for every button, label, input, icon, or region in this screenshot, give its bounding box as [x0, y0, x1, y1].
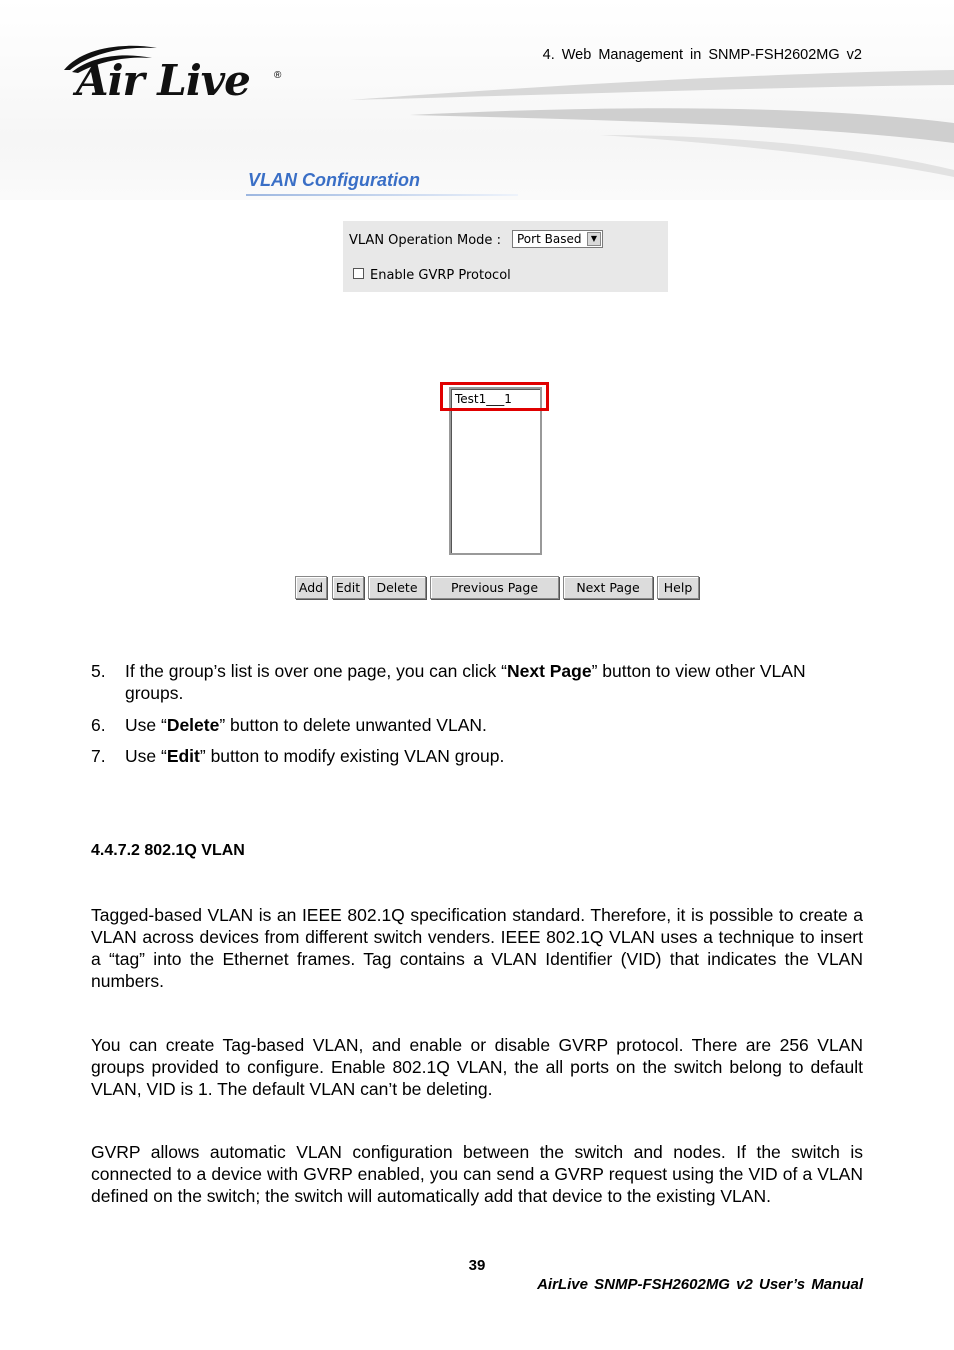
chapter-title: 4. Web Management in SNMP-FSH2602MG v2	[542, 47, 862, 63]
chevron-down-icon[interactable]: ▼	[587, 232, 601, 246]
brand-logo: Air Live	[76, 56, 250, 105]
highlight-box	[440, 382, 549, 411]
vlan-group-list[interactable]	[449, 387, 542, 555]
vlan-mode-select[interactable]	[512, 230, 603, 248]
vlan-mode-value: Port Based	[517, 232, 582, 246]
paragraph-gvrp: GVRP allows automatic VLAN configuration between the switch and nodes. If the switch is connected to a device with GVRP enabled, you can send a GVRP request using the VID of a VLAN defined on the switch; the switch will automatically add that device to the existing VLAN.	[91, 1142, 863, 1206]
next-page-button[interactable]: Next Page	[563, 576, 653, 599]
gvrp-checkbox[interactable]	[353, 268, 364, 279]
registered-mark: ®	[274, 70, 282, 81]
vlan-mode-label: VLAN Operation Mode :	[349, 233, 501, 248]
vlan-config-title: VLAN Configuration	[248, 170, 420, 190]
gvrp-label: Enable GVRP Protocol	[370, 268, 511, 283]
step-item-5	[91, 660, 871, 704]
edit-button[interactable]: Edit	[332, 576, 364, 599]
title-underline	[246, 194, 518, 196]
section-heading: 4.4.7.2 802.1Q VLAN	[91, 842, 245, 859]
help-button[interactable]: Help	[657, 576, 699, 599]
step-text: If the group’s list is over one page, you can click “Next Page” button to view other VLAN groups.	[125, 661, 806, 703]
page-number: 39	[468, 1257, 486, 1274]
step-number: 5.	[91, 661, 106, 681]
step-text: Use “Delete” button to delete unwanted VLAN.	[125, 715, 487, 735]
step-item-6	[91, 714, 871, 736]
step-text: Use “Edit” button to modify existing VLAN group.	[125, 746, 505, 766]
previous-page-button[interactable]: Previous Page	[430, 576, 559, 599]
list-item[interactable]: Test1___1	[455, 392, 512, 406]
paragraph-create-vlan: You can create Tag-based VLAN, and enable or disable GVRP protocol. There are 256 VLAN groups provided to configure. Enable 802.1Q VLAN, the all ports on the switch belong to default VLAN, VID is 1. The default VLAN can’t be deleting.	[91, 1035, 863, 1099]
step-item-7	[91, 745, 871, 767]
paragraph-tagged-vlan: Tagged-based VLAN is an IEEE 802.1Q specification standard. Therefore, it is possible to create a VLAN across devices from different switch venders. IEEE 802.1Q VLAN uses a technique to insert a “tag” into the Ethernet frames. Tag contains a VLAN Identifier (VID) that indicates the VLAN numbers.	[91, 905, 863, 991]
step-number: 7.	[91, 746, 106, 766]
header-swoosh	[350, 65, 954, 185]
delete-button[interactable]: Delete	[368, 576, 426, 599]
step-number: 6.	[91, 715, 106, 735]
footer-manual-title: AirLive SNMP-FSH2602MG v2 User’s Manual	[537, 1276, 863, 1293]
add-button[interactable]: Add	[295, 576, 327, 599]
